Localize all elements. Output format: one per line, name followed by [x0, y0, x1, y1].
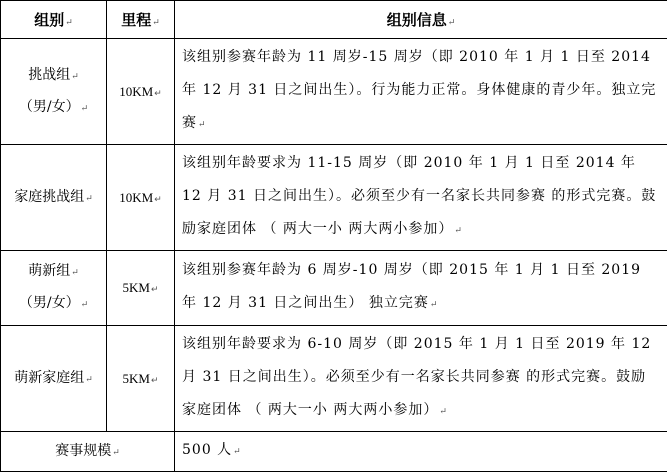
scale-label-cell: 赛事规模↵: [1, 432, 175, 472]
paragraph-mark-icon: ↵: [71, 268, 79, 278]
info-cell: 该组别参赛年龄为 6 周岁-10 周岁（即 2015 年 1 月 1 日至 2019 年 12 月 31 日之间出生） 独立完赛↵: [175, 251, 667, 326]
group-cell: 挑战组↵ （男/女）↵: [1, 39, 107, 145]
paragraph-mark-icon: ↵: [81, 300, 89, 310]
paragraph-mark-icon: ↵: [112, 448, 120, 458]
table-row: [1, 39, 667, 145]
paragraph-mark-icon: ↵: [81, 104, 89, 114]
group-cell: 家庭挑战组↵: [1, 145, 107, 251]
paragraph-mark-icon: ↵: [71, 72, 79, 82]
paragraph-mark-icon: ↵: [154, 88, 162, 98]
scale-value-cell: 500 人↵: [175, 432, 667, 472]
group-cell: 萌新家庭组↵: [1, 326, 107, 432]
group-cell: 萌新组↵ （男/女）↵: [1, 251, 107, 326]
info-cell: 该组别年龄要求为 11-15 周岁（即 2010 年 1 月 1 日至 2014 年 12 月 31 日之间出生）。必须至少有一名家长共同参赛 的形式完赛。鼓励家庭团体 （ 两大一小 两大两小参加）↵: [175, 145, 667, 251]
distance-cell: 5KM↵: [107, 326, 175, 432]
paragraph-mark-icon: ↵: [233, 447, 242, 457]
paragraph-mark-icon: ↵: [154, 194, 162, 204]
header-info: 组别信息↵: [175, 1, 667, 39]
header-group: 组别↵: [1, 1, 107, 39]
paragraph-mark-icon: ↵: [65, 18, 73, 28]
paragraph-mark-icon: ↵: [85, 375, 93, 385]
distance-cell: 5KM↵: [107, 251, 175, 326]
info-cell: 该组别参赛年龄为 11 周岁-15 周岁（即 2010 年 1 月 1 日至 2014 年 12 月 31 日之间出生）。行为能力正常。身体健康的青少年。独立完赛↵: [175, 39, 667, 145]
table-row: [1, 145, 667, 251]
paragraph-mark-icon: ↵: [152, 18, 160, 28]
table-row: [1, 251, 667, 326]
paragraph-mark-icon: ↵: [439, 407, 448, 417]
paragraph-mark-icon: ↵: [454, 226, 463, 236]
paragraph-mark-icon: ↵: [151, 284, 159, 294]
paragraph-mark-icon: ↵: [430, 300, 439, 310]
header-row: [1, 1, 667, 39]
paragraph-mark-icon: ↵: [85, 194, 93, 204]
paragraph-mark-icon: ↵: [448, 18, 456, 28]
table-row: [1, 326, 667, 432]
paragraph-mark-icon: ↵: [198, 120, 207, 130]
info-cell: 该组别年龄要求为 6-10 周岁（即 2015 年 1 月 1 日至 2019 年 12 月 31 日之间出生）。必须至少有一名家长共同参赛 的形式完赛。鼓励家庭团体 （ 两大一小 两大两小参加）↵: [175, 326, 667, 432]
header-distance: 里程↵: [107, 1, 175, 39]
distance-cell: 10KM↵: [107, 39, 175, 145]
paragraph-mark-icon: ↵: [151, 375, 159, 385]
distance-cell: 10KM↵: [107, 145, 175, 251]
